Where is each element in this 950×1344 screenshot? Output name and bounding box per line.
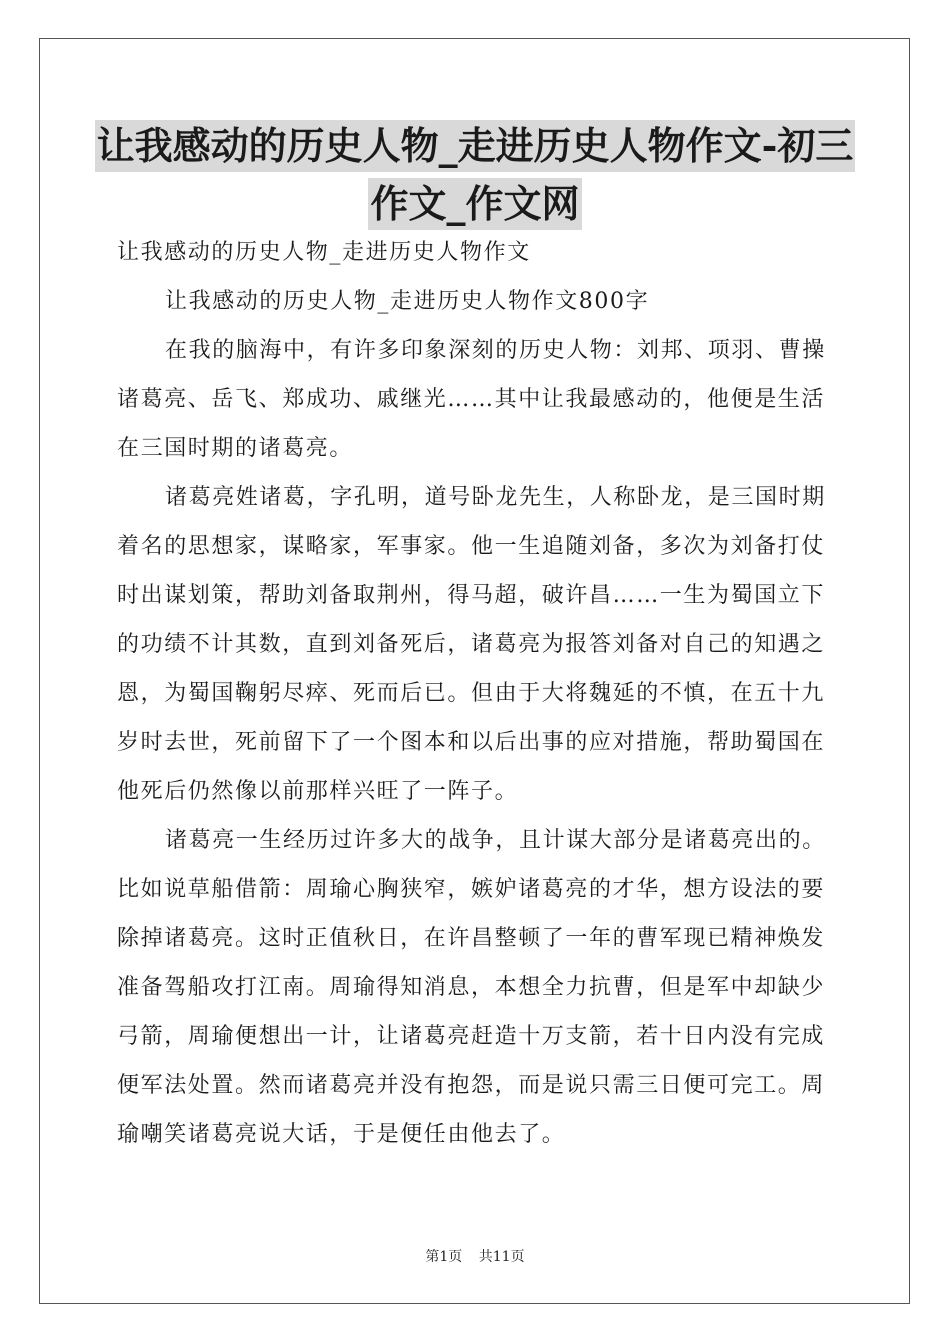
paragraph — [117, 816, 835, 1159]
text-line: 诸葛亮姓诸葛，字孔明，道号卧龙先生，人称卧龙，是三国时期 — [165, 485, 826, 510]
text-line: 弓箭，周瑜便想出一计，让诸葛亮赶造十万支箭，若十日内没有完成 — [117, 1024, 826, 1049]
document-body — [117, 228, 835, 1159]
paragraph — [117, 277, 835, 326]
text-line: 岁时去世，死前留下了一个图本和以后出事的应对措施，帮助蜀国在 — [117, 730, 826, 755]
page-footer — [0, 1246, 950, 1266]
text-line: 的功绩不计其数，直到刘备死后，诸葛亮为报答刘备对自己的知遇之 — [117, 632, 826, 657]
text-line: 准备驾船攻打江南。周瑜得知消息，本想全力抗曹，但是军中却缺少 — [117, 975, 826, 1000]
title-line-1: 让我感动的历史人物_走进历史人物作文-初三 — [95, 120, 856, 172]
text-line: 在三国时期的诸葛亮。 — [117, 436, 354, 461]
text-line: 他死后仍然像以前那样兴旺了一阵子。 — [117, 779, 519, 804]
text-line: 诸葛亮一生经历过许多大的战争，且计谋大部分是诸葛亮出的。 — [165, 828, 826, 853]
text-line: 瑜嘲笑诸葛亮说大话，于是便任由他去了。 — [117, 1122, 566, 1147]
text-line: 便军法处置。然而诸葛亮并没有抱怨，而是说只需三日便可完工。周 — [117, 1073, 826, 1098]
text-line: 恩，为蜀国鞠躬尽瘁、死而后已。但由于大将魏延的不慎，在五十九 — [117, 681, 826, 706]
paragraph — [117, 473, 835, 816]
text-line: 比如说草船借箭：周瑜心胸狭窄，嫉妒诸葛亮的才华，想方设法的要 — [117, 877, 826, 902]
paragraph — [117, 326, 835, 473]
title-line-2: 作文_作文网 — [368, 178, 581, 230]
document-title — [60, 120, 890, 236]
text-line: 除掉诸葛亮。这时正值秋日，在许昌整顿了一年的曹军现已精神焕发 — [117, 926, 826, 951]
text-line: 在我的脑海中，有许多印象深刻的历史人物：刘邦、项羽、曹操 — [165, 338, 826, 363]
text-line: 诸葛亮、岳飞、郑成功、戚继光……其中让我最感动的，他便是生活 — [117, 387, 826, 412]
paragraph — [117, 228, 835, 277]
page-total: 共11页 — [478, 1249, 525, 1265]
text-line: 让我感动的历史人物_走进历史人物作文 — [117, 240, 531, 265]
text-line: 着名的思想家，谋略家，军事家。他一生追随刘备，多次为刘备打仗 — [117, 534, 826, 559]
text-line: 时出谋划策，帮助刘备取荆州，得马超，破许昌……一生为蜀国立下 — [117, 583, 826, 608]
text-line: 让我感动的历史人物_走进历史人物作文800字 — [165, 289, 650, 314]
page-number: 第1页 — [425, 1249, 463, 1265]
